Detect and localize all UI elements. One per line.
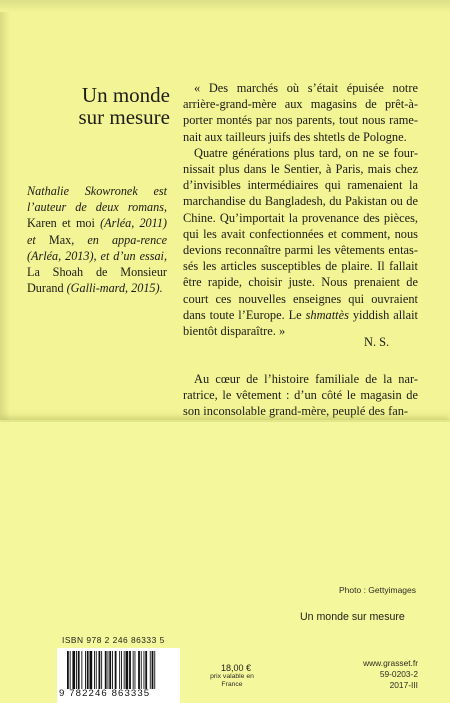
- barcode-bars: [67, 651, 175, 689]
- bio-text-1: Nathalie Skowronek est l’auteur de deux romans,: [27, 184, 167, 215]
- quote-signature: N. S.: [364, 335, 390, 349]
- book-title: Un monde sur mesure: [78, 83, 170, 129]
- publisher-website: www.grasset.fr: [363, 658, 418, 668]
- price-note: prix valable en France: [210, 673, 254, 689]
- summary-paragraph: Au cœur de l’histoire familiale de la nar-ratrice, le vêtement : d’un côté le magasin de son inconsolable grand-mère, peuplé des fan-: [183, 372, 418, 419]
- isbn-label: ISBN 978 2 246 86333 5: [62, 635, 165, 645]
- bio-book-3: La Shoah de Monsieur Durand: [27, 265, 167, 296]
- quote-block: [183, 80, 418, 339]
- band-title: Un monde sur mesure: [300, 611, 405, 623]
- publisher-code: 59-0203-2: [379, 669, 418, 680]
- top-shadow: [0, 0, 450, 12]
- barcode-digits: 9 782246 863335: [59, 688, 151, 699]
- publisher-info: [363, 658, 418, 692]
- barcode: [57, 648, 180, 703]
- author-bio: [27, 183, 167, 296]
- publisher-edition: 2017-III: [389, 680, 418, 691]
- show-through-text: [183, 422, 418, 562]
- price: 18,00 €: [221, 663, 252, 673]
- photo-credit: Photo : Gettyimages: [339, 585, 417, 595]
- quote-p2-emphasis: shmattès: [305, 307, 349, 322]
- summary-block: [183, 371, 418, 420]
- quote-p2-text-b: yiddish allait bientôt disparaître. »: [183, 307, 418, 339]
- quote-paragraph-1: « Des marchés où s’était épuisée notre arrière-grand-mère aux magasins de prêt-à-porter montés par nos parents, tout nous rame-nait aux tailleurs juifs des shtetls de Pologne.: [183, 81, 418, 144]
- bio-text-4: (Arléa, 2013), et d’un essai,: [27, 248, 167, 263]
- bio-book-1: Karen et moi: [27, 216, 95, 231]
- bio-text-3: , en appa-rence: [71, 232, 167, 247]
- quote-paragraph-2: [183, 145, 418, 339]
- bio-book-2: Max: [48, 232, 72, 247]
- quote-p2-text-a: Quatre générations plus tard, on ne se four-nissait plus dans le Sentier, à Paris, mais chez d’invisibles intermédiaires qui ramenaient la marchandise du Bangladesh, du Pakistan ou de Chine. Qu’importait la provenance des pièces, qui les avait confectionnées et comment, nous devions reconnaître parmi les vêtements entas-sés les articles susceptibles de plaire. Il fallait être rapide, choisir juste. Nous prenaient de court ces nouvelles enseignes qui ouvraient dans toute l’Europe. Le: [183, 145, 418, 322]
- bio-text-5: (Galli-mard, 2015).: [66, 281, 163, 296]
- bio-text-2: (Arléa, 2011) et: [27, 216, 167, 247]
